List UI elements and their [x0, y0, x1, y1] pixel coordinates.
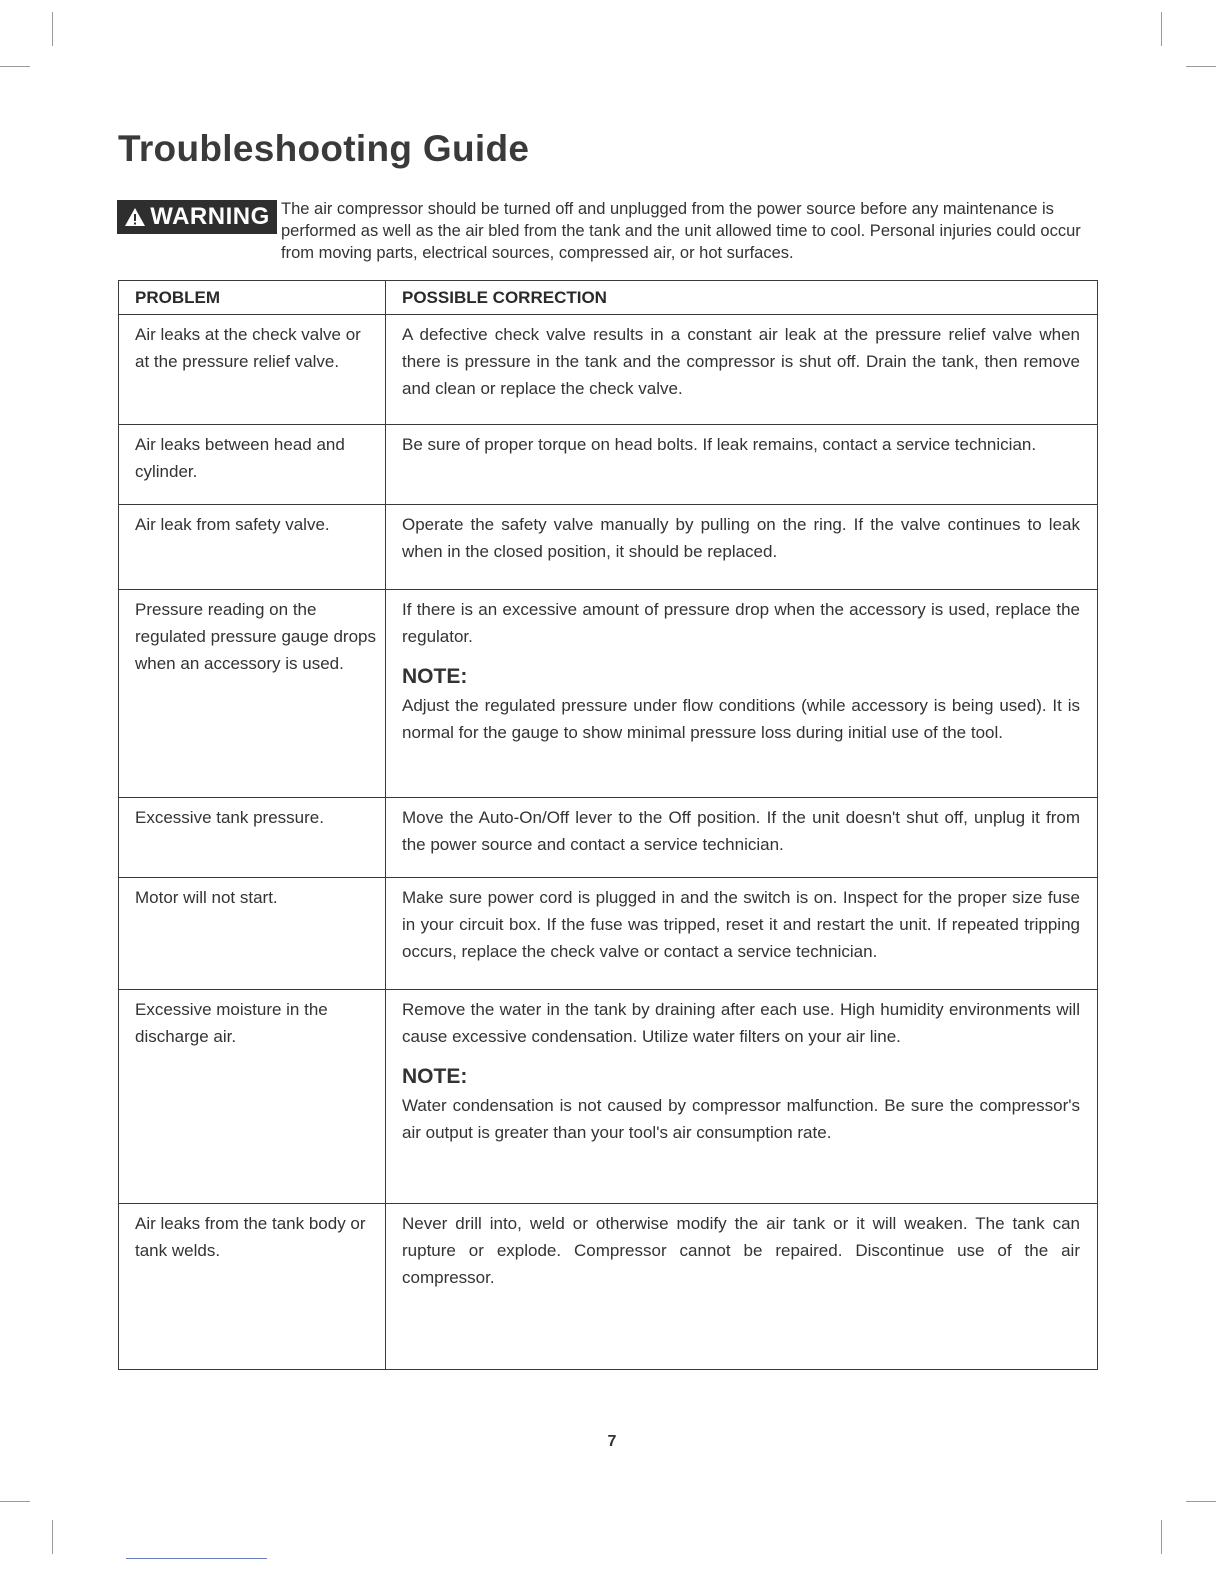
problem-cell: Air leaks between head and cylinder.: [119, 425, 386, 505]
correction-text: Move the Auto-On/Off lever to the Off position. If the unit doesn't shut off, unplug it from the power source and contact a service technician.: [402, 808, 1080, 854]
problem-cell: Air leak from safety valve.: [119, 505, 386, 590]
crop-mark-bottom-right: [1161, 1520, 1162, 1554]
crop-mark-top-left-h: [0, 66, 30, 67]
crop-mark-top-right: [1161, 12, 1162, 46]
table-row: [119, 878, 1098, 990]
problem-cell: Excessive tank pressure.: [119, 798, 386, 878]
warning-badge: [117, 200, 277, 234]
note-label: NOTE:: [402, 1065, 468, 1088]
correction-text: Operate the safety valve manually by pulling on the ring. If the valve continues to leak when in the closed position, it should be replaced.: [402, 515, 1080, 561]
correction-cell: [386, 590, 1098, 798]
correction-cell: [386, 798, 1098, 878]
crop-mark-bottom-right-h: [1186, 1501, 1216, 1502]
table-header-row: [119, 281, 1098, 315]
header-problem: PROBLEM: [119, 281, 386, 315]
table-row: [119, 990, 1098, 1204]
correction-text: Remove the water in the tank by draining after each use. High humidity environments will cause excessive condensation. Utilize water filters on your air line.: [402, 1000, 1080, 1046]
warning-triangle-icon: [124, 207, 146, 227]
problem-cell: Excessive moisture in the discharge air.: [119, 990, 386, 1204]
crop-mark-bottom-left: [52, 1520, 53, 1554]
correction-cell: [386, 315, 1098, 425]
table-row: [119, 425, 1098, 505]
correction-text: Make sure power cord is plugged in and the switch is on. Inspect for the proper size fuse in your circuit box. If the fuse was tripped, reset it and restart the unit. If repeated tripping occurs, replace the check valve or contact a service technician.: [402, 888, 1080, 961]
crop-mark-bottom-left-h: [0, 1501, 30, 1502]
problem-cell: Air leaks from the tank body or tank welds.: [119, 1204, 386, 1370]
crop-mark-top-left: [52, 12, 53, 46]
correction-cell: [386, 878, 1098, 990]
page-number: 7: [607, 1433, 617, 1450]
page-title: Troubleshooting Guide: [118, 128, 530, 169]
correction-cell: [386, 425, 1098, 505]
crop-mark-top-right-h: [1186, 66, 1216, 67]
problem-cell: Motor will not start.: [119, 878, 386, 990]
note-text: Adjust the regulated pressure under flow conditions (while accessory is being used). It is normal for the gauge to show minimal pressure loss during initial use of the tool.: [402, 696, 1080, 742]
correction-cell: [386, 1204, 1098, 1370]
note-label: NOTE:: [402, 665, 468, 688]
table-row: [119, 505, 1098, 590]
correction-cell: [386, 990, 1098, 1204]
problem-cell: Pressure reading on the regulated pressure gauge drops when an accessory is used.: [119, 590, 386, 798]
note-text: Water condensation is not caused by compressor malfunction. Be sure the compressor's air output is greater than your tool's air consumption rate.: [402, 1096, 1080, 1142]
correction-text: A defective check valve results in a constant air leak at the pressure relief valve when there is pressure in the tank and the compressor is shut off. Drain the tank, then remove and clean or replace the check valve.: [402, 325, 1080, 398]
table-row: [119, 315, 1098, 425]
correction-text: Never drill into, weld or otherwise modify the air tank or it will weaken. The tank can rupture or explode. Compressor cannot be repaired. Discontinue use of the air compressor.: [402, 1214, 1080, 1287]
problem-cell: Air leaks at the check valve or at the pressure relief valve.: [119, 315, 386, 425]
table-row: [119, 1204, 1098, 1370]
correction-text: If there is an excessive amount of pressure drop when the accessory is used, replace the regulator.: [402, 600, 1080, 646]
warning-badge-label: WARNING: [150, 203, 270, 230]
warning-text: The air compressor should be turned off and unplugged from the power source before any maintenance is performed as well as the air bled from the tank and the unit allowed time to cool. Personal injuries could occur from moving parts, electrical sources, compressed air, or hot surfaces.: [281, 200, 1081, 262]
correction-cell: [386, 505, 1098, 590]
table-row: [119, 798, 1098, 878]
header-possible-correction: POSSIBLE CORRECTION: [386, 281, 1098, 315]
correction-text: Be sure of proper torque on head bolts. If leak remains, contact a service technician.: [402, 435, 1037, 454]
troubleshooting-table: [118, 280, 1098, 1370]
table-row: [119, 590, 1098, 798]
footer-rule: [126, 1558, 267, 1559]
